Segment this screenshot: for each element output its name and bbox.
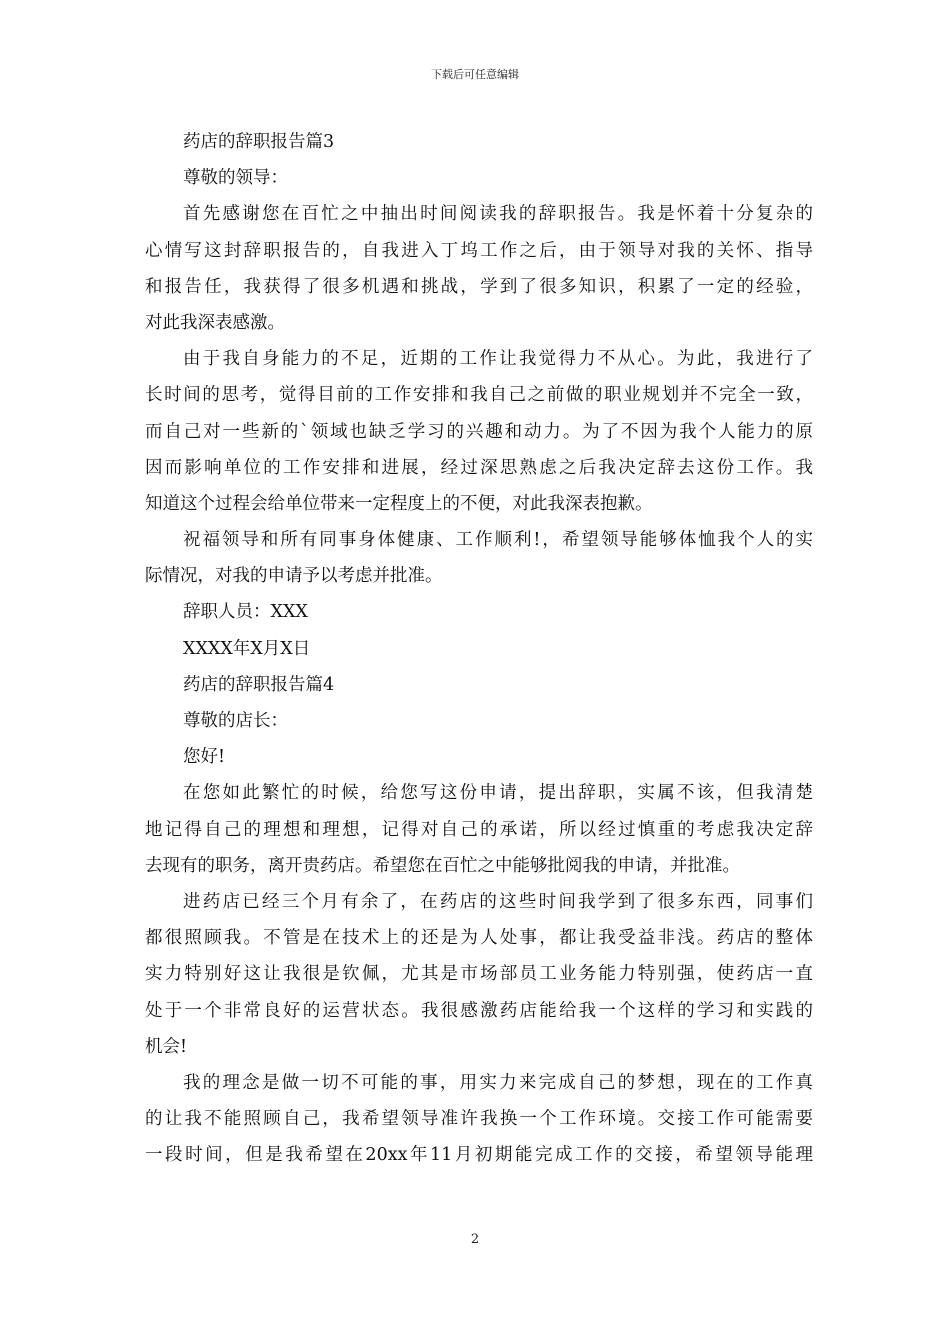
text-line: 实力特别好这让我很是钦佩，尤其是市场部员工业务能力特别强，使药店一直 — [145, 964, 813, 985]
text-line: 的让我不能照顾自己，我希望领导准许我换一个工作环境。交接工作可能需要 — [145, 1109, 813, 1130]
text-line: 因而影响单位的工作安排和进展，经过深思熟虑之后我决定辞去这份工作。我 — [145, 457, 813, 478]
text-line: 在您如此繁忙的时候，给您写这份申请，提出辞职，实属不该，但我清楚 — [183, 783, 813, 804]
text-line: 尊敬的店长： — [183, 711, 288, 731]
text-line: 您好! — [183, 747, 226, 768]
text-line: 心情写这封辞职报告的，自我进入丁坞工作之后，由于领导对我的关怀、指导 — [145, 240, 813, 261]
text-line: 长时间的思考，觉得目前的工作安排和我自己之前做的职业规划并不完全一致， — [145, 385, 813, 406]
text-line: 知道这个过程会给单位带来一定程度上的不便，对此我深表抱歉。 — [145, 493, 653, 514]
text-line: 祝福领导和所有同事身体健康、工作顺利!，希望领导能够体恤我个人的实 — [183, 530, 813, 551]
text-line: 尊敬的领导： — [183, 168, 288, 189]
page-header: 下载后可任意编辑 — [431, 68, 519, 81]
document-body — [145, 124, 813, 1173]
text-line: 首先感谢您在百忙之中抽出时间阅读我的辞职报告。我是怀着十分复杂的 — [183, 204, 813, 225]
text-line: 药店的辞职报告篇4 — [183, 674, 335, 695]
text-line: 药店的辞职报告篇3 — [183, 132, 335, 152]
text-line: 去现有的职务，离开贵药店。希望您在百忙之中能够批阅我的申请，并批准。 — [145, 855, 740, 876]
text-line: 由于我自身能力的不足，近期的工作让我觉得力不从心。为此，我进行了 — [183, 349, 813, 370]
page-number: 2 — [470, 1232, 480, 1247]
text-line: 我的理念是做一切不可能的事，用实力来完成自己的梦想，现在的工作真 — [183, 1072, 813, 1093]
text-line: 一段时间，但是我希望在20xx年11月初期能完成工作的交接，希望领导能理 — [145, 1145, 813, 1166]
text-line: 对此我深表感激。 — [145, 312, 285, 333]
text-line: 进药店已经三个月有余了，在药店的这些时间我学到了很多东西，同事们 — [183, 891, 813, 912]
text-line: 都很照顾我。不管是在技术上的还是为人处事，都让我受益非浅。药店的整体 — [145, 928, 813, 949]
text-line: XXXX年X月X日 — [183, 638, 311, 659]
text-line: 机会! — [145, 1036, 188, 1057]
text-line: 辞职人员：XXX — [183, 602, 308, 623]
text-line: 和报告任，我获得了很多机遇和挑战，学到了很多知识，积累了一定的经验， — [145, 276, 813, 297]
text-line: 地记得自己的理想和理想，记得对自己的承诺，所以经过慎重的考虑我决定辞 — [145, 819, 813, 840]
text-line: 际情况，对我的申请予以考虑并批准。 — [145, 566, 443, 587]
text-line: 而自己对一些新的`领域也缺乏学习的兴趣和动力。为了不因为我个人能力的原 — [145, 421, 813, 442]
text-line: 处于一个非常良好的运营状态。我很感激药店能给我一个这样的学习和实践的 — [145, 1000, 813, 1021]
